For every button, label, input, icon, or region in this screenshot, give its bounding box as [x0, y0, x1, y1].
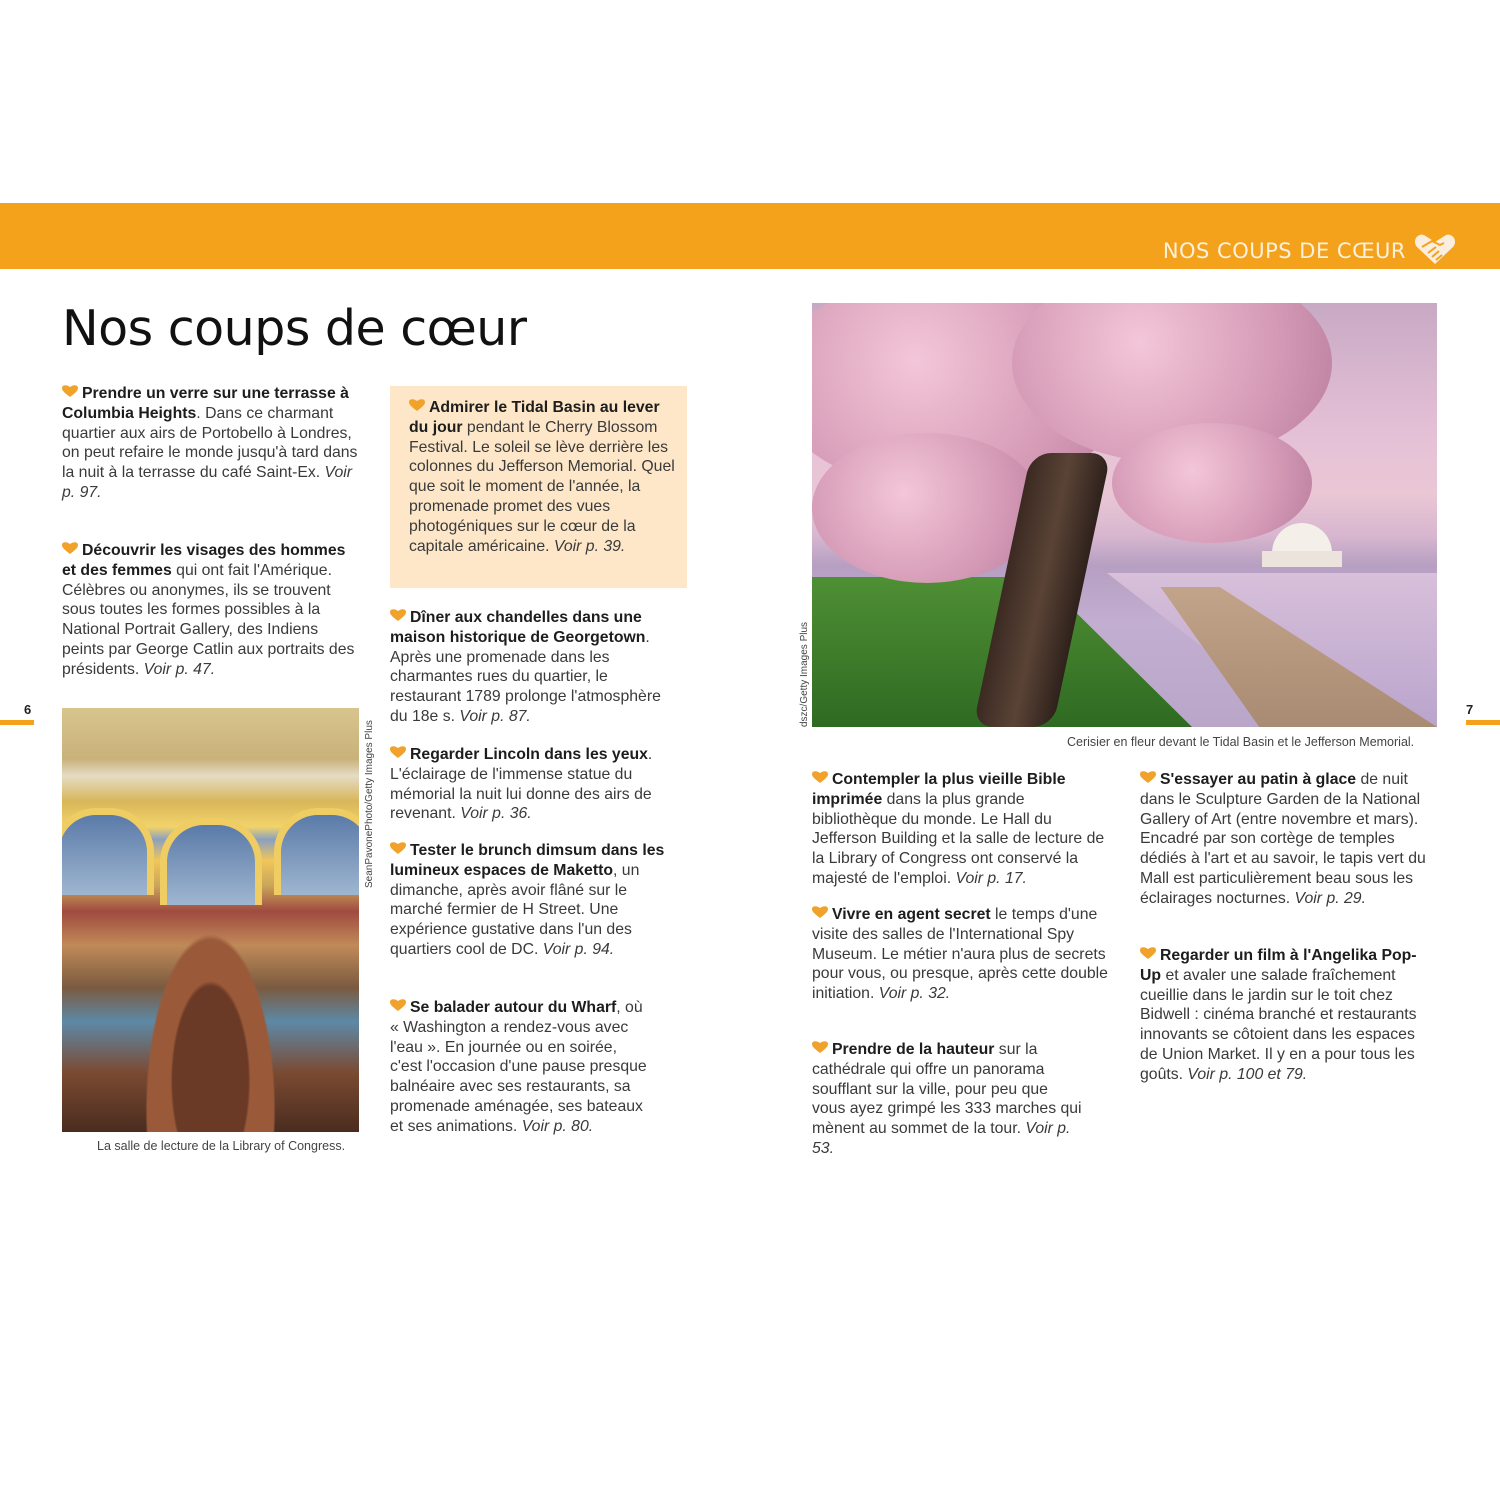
- entry-cathedral: Prendre de la hauteur sur la cathédrale qui offre un panorama soufflant sur la ville, pour peu que vous ayez grimpé les 333 marches qui mènent au sommet de la tour. Voir p. 53.: [812, 1041, 1082, 1157]
- photo-caption-cherry: Cerisier en fleur devant le Tidal Basin et le Jefferson Memorial.: [1067, 735, 1415, 749]
- photo-credit-library: SeanPavonePhoto/Getty Images Plus: [364, 720, 375, 888]
- page-title: Nos coups de cœur: [62, 300, 527, 357]
- photo-caption-library: La salle de lecture de la Library of Congress.: [97, 1139, 346, 1153]
- heart-icon: [812, 1041, 828, 1053]
- page-number-left: 6: [24, 702, 32, 717]
- heart-icon: [1140, 947, 1156, 959]
- entry-columbia-heights: Prendre un verre sur une terrasse à Columbia Heights. Dans ce charmant quartier aux airs de Portobello à Londres, on peut refaire le monde jusqu'à tard dans la nuit à la terrasse du café Saint-Ex. Voir p. 97.: [62, 385, 358, 501]
- heart-icon: [812, 771, 828, 783]
- heart-icon: [390, 609, 406, 621]
- arch-window: [274, 808, 359, 895]
- heart-icon: [390, 842, 406, 854]
- heart-icon: [812, 906, 828, 918]
- handshake-heart-icon: [1414, 233, 1456, 265]
- entry-portrait-gallery: Découvrir les visages des hommes et des femmes qui ont fait l'Amérique. Célèbres ou anonymes, ils se trouvent sous toutes les formes possibles à la National Portrait Gallery, des Indiens peints par George Catlin aux portraits des présidents. Voir p. 47.: [62, 542, 355, 678]
- heart-icon: [62, 542, 78, 554]
- library-of-congress-photo: [62, 708, 359, 1132]
- entry-bible: Contempler la plus vieille Bible imprimée dans la plus grande bibliothèque du monde. Le Hall du Jefferson Building et la salle de lecture de la Library of Congress ont conservé la majesté de l'emploi. Voir p. 17.: [812, 771, 1105, 887]
- entry-wharf: Se balader autour du Wharf, où « Washington a rendez-vous avec l'eau ». En journée ou en soirée, c'est l'occasion d'une pause presque balnéaire avec ses restaurants, sa promenade aménagée, ses bateaux et ses animations. Voir p. 80.: [390, 999, 647, 1135]
- cherry-blossom-photo: [812, 303, 1437, 727]
- photo-credit-cherry: dszc/Getty Images Plus: [799, 621, 810, 727]
- page-number-right: 7: [1466, 702, 1474, 717]
- entry-tidal-basin: Admirer le Tidal Basin au lever du jour pendant le Cherry Blossom Festival. Le soleil se lève derrière les colonnes du Jefferson Memorial. Quel que soit le moment de l'année, la promenade promet des vues photogéniques sur le cœur de la capitale américaine. Voir p. 39.: [409, 399, 675, 555]
- entry-georgetown-dinner: Dîner aux chandelles dans une maison historique de Georgetown. Après une promenade dans les charmantes rues du quartier, le restaurant 1789 prolonge l'atmosphère du 18e s. Voir p. 87.: [390, 609, 661, 725]
- entry-spy-museum: Vivre en agent secret le temps d'une visite des salles de l'International Spy Museum. Le métier n'aura plus de secrets pour vous, ou presque, après cette double initiation. Voir p. 32.: [812, 906, 1108, 1003]
- heart-icon: [390, 999, 406, 1011]
- entry-lincoln: Regarder Lincoln dans les yeux. L'éclairage de l'immense statue du mémorial la nuit lui donne des airs de revenant. Voir p. 36.: [390, 746, 653, 823]
- heart-icon: [1140, 771, 1156, 783]
- page-number-bar-left: [0, 720, 34, 725]
- section-header-band: [0, 203, 1500, 269]
- entry-angelika: Regarder un film à l'Angelika Pop-Up et avaler une salade fraîchement cueillie dans le jardin sur le toit chez Bidwell : cinéma branché et restaurants innovants se côtoient dans les espaces de Union Market. Il y en a pour tous les goûts. Voir p. 100 et 79.: [1140, 947, 1417, 1083]
- heart-icon: [409, 399, 425, 411]
- heart-icon: [62, 385, 78, 397]
- section-label: NOS COUPS DE CŒUR: [1162, 239, 1406, 263]
- arch-window: [62, 808, 154, 895]
- entry-maketto: Tester le brunch dimsum dans les lumineux espaces de Maketto, un dimanche, après avoir flâné sur le marché fermier de H Street. Une expérience gustative dans l'un des quartiers cool de DC. Voir p. 94.: [390, 842, 665, 958]
- heart-icon: [390, 746, 406, 758]
- arch-window: [160, 818, 262, 905]
- page-number-bar-right: [1466, 720, 1500, 725]
- entry-ice-skating: S'essayer au patin à glace de nuit dans le Sculpture Garden de la National Gallery of Art (entre novembre et mars). Encadré par son cortège de temples dédiés à l'art et au savoir, le tapis vert du Mall est particulièrement beau sous les éclairages nocturnes. Voir p. 29.: [1140, 771, 1426, 907]
